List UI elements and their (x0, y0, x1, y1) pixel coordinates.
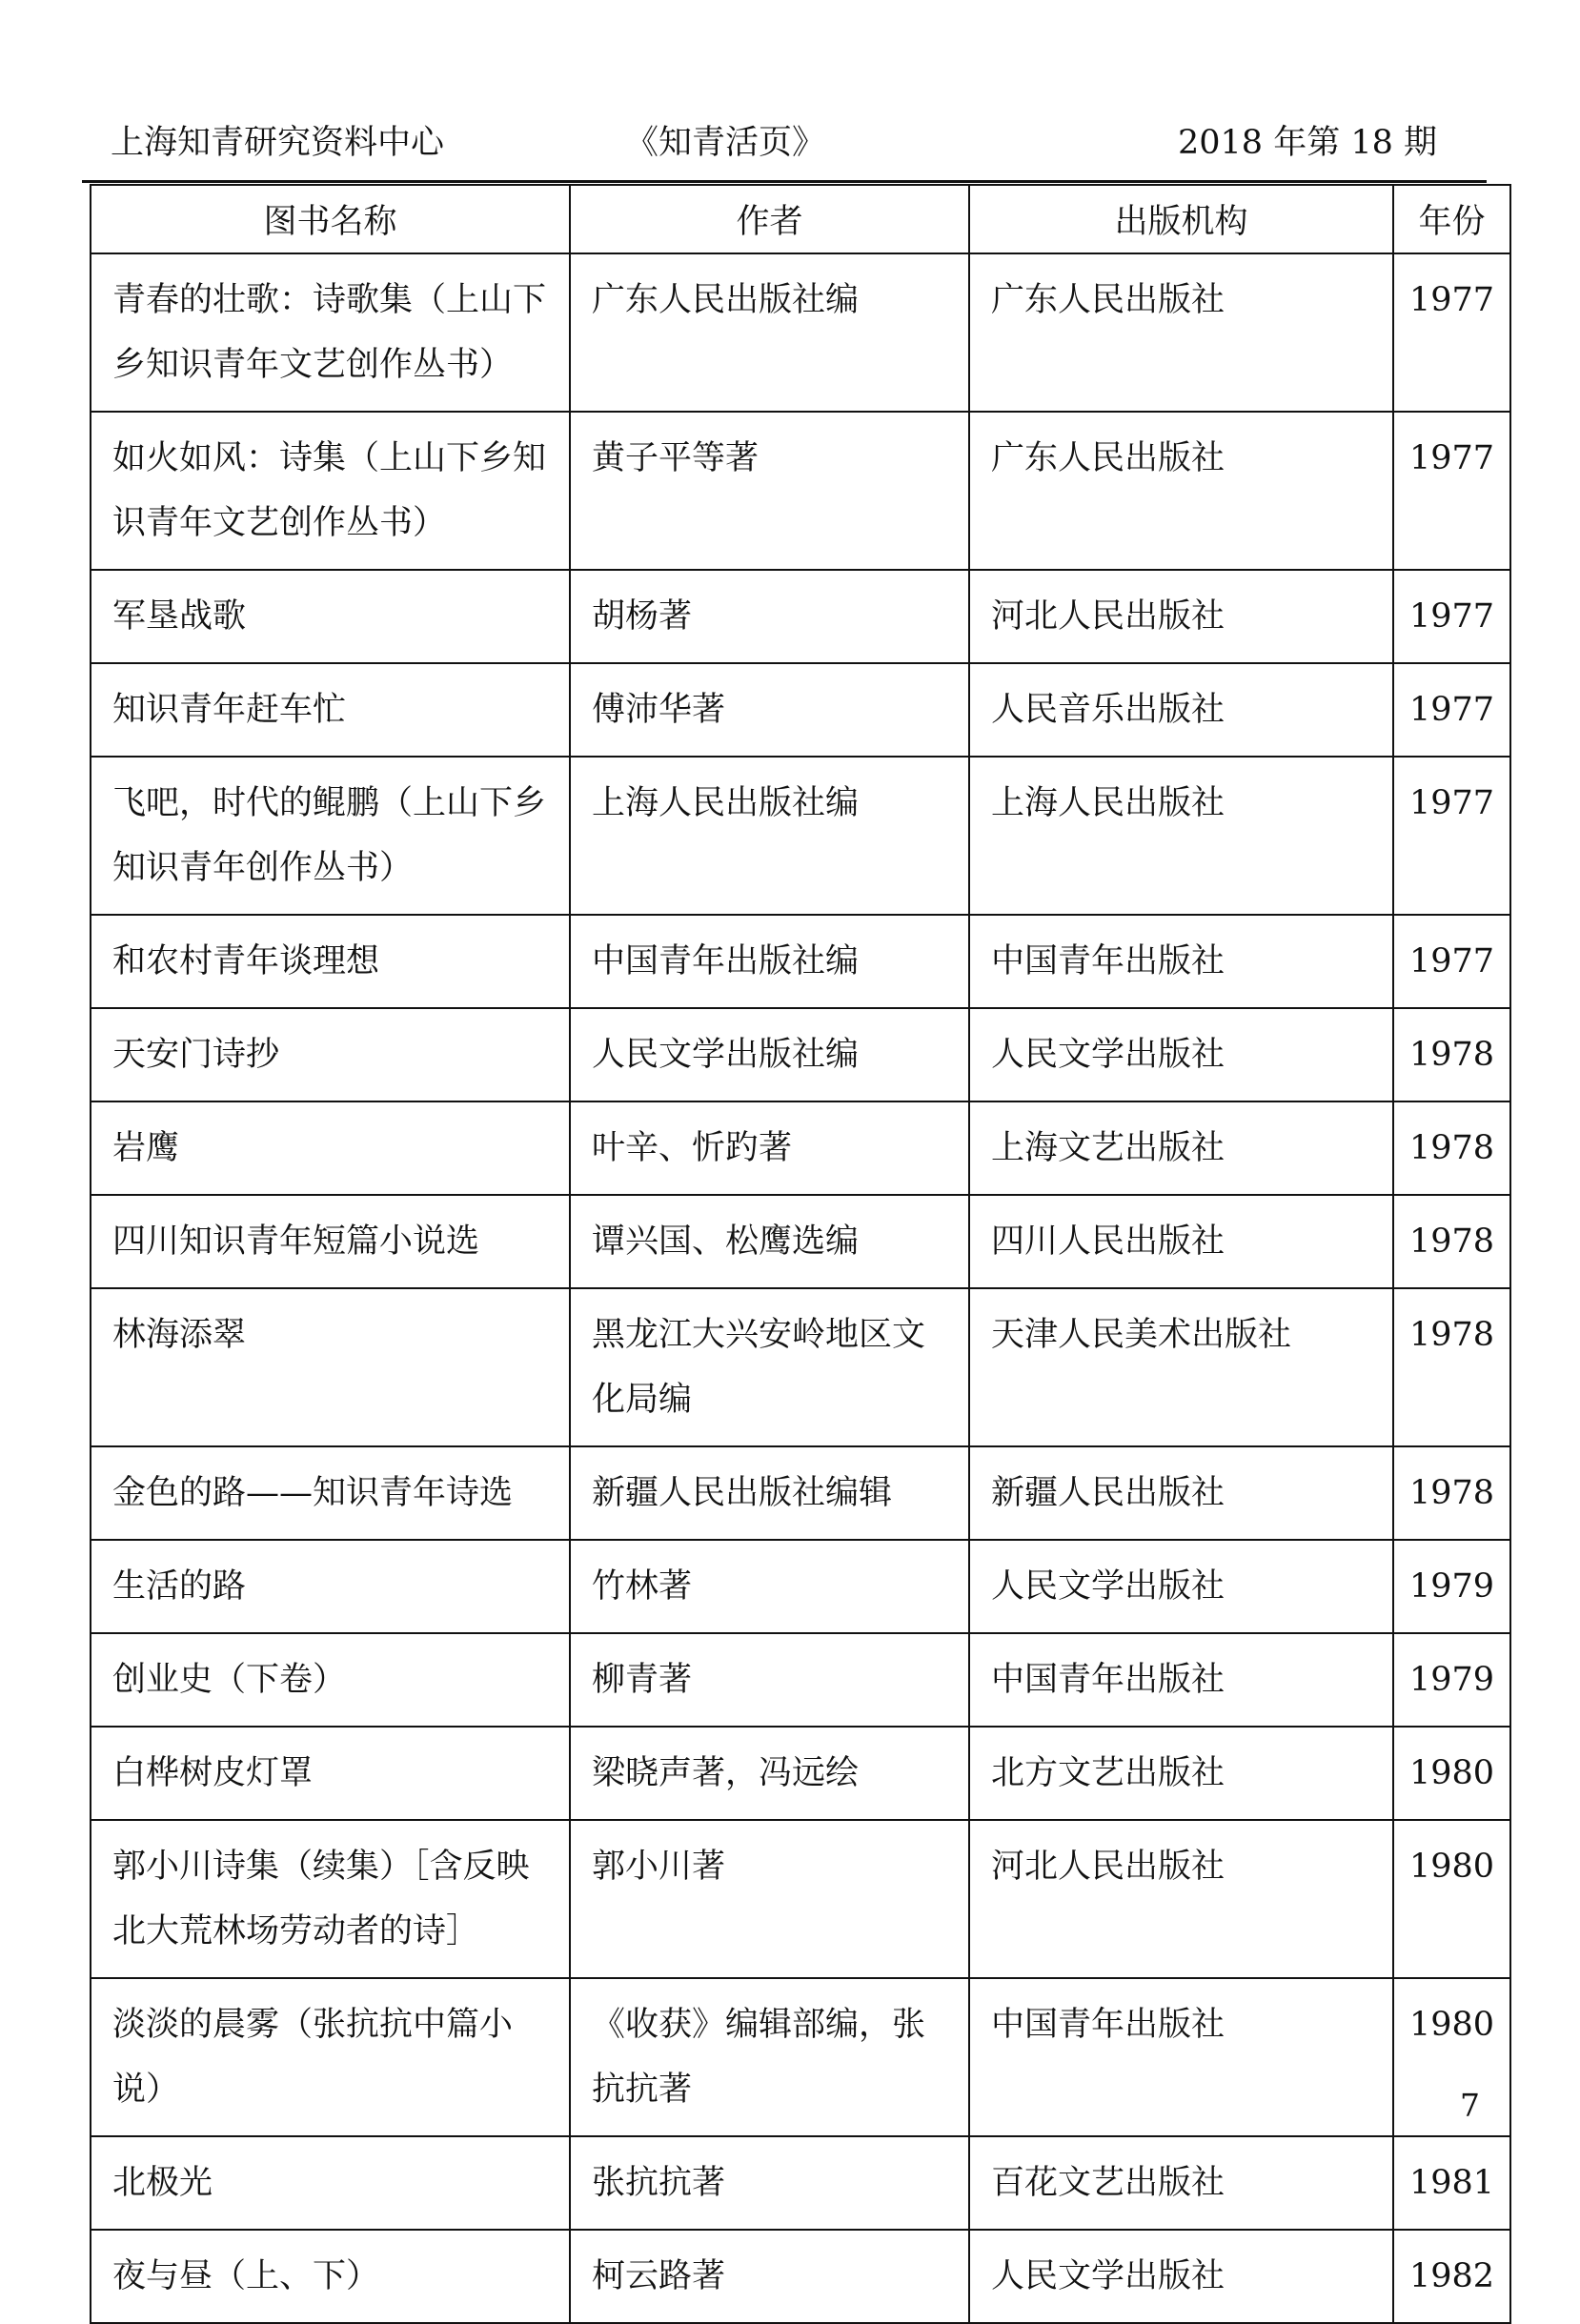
book-title: 生活的路 (91, 1540, 570, 1633)
book-author: 中国青年出版社编 (570, 915, 969, 1008)
header-org: 上海知青研究资料中心 (111, 124, 445, 162)
book-title: 飞吧，时代的鲲鹏（上山下乡知识青年创作丛书） (91, 757, 570, 915)
book-author: 傅沛华著 (570, 663, 969, 757)
book-publisher: 上海文艺出版社 (969, 1101, 1393, 1195)
header-journal: 《知青活页》 (625, 124, 826, 162)
book-title: 创业史（下卷） (91, 1633, 570, 1727)
book-title: 林海添翠 (91, 1288, 570, 1446)
table-row (91, 1633, 1510, 1727)
book-publisher: 人民音乐出版社 (969, 663, 1393, 757)
book-title: 岩鹰 (91, 1101, 570, 1195)
book-title: 军垦战歌 (91, 570, 570, 663)
book-author: 《收获》编辑部编，张抗抗著 (570, 1978, 969, 2136)
book-author: 黄子平等著 (570, 412, 969, 570)
book-author: 张抗抗著 (570, 2136, 969, 2230)
book-title: 如火如风：诗集（上山下乡知识青年文艺创作丛书） (91, 412, 570, 570)
book-author: 人民文学出版社编 (570, 1008, 969, 1101)
book-publisher: 广东人民出版社 (969, 412, 1393, 570)
book-title: 郭小川诗集（续集）［含反映北大荒林场劳动者的诗］ (91, 1820, 570, 1978)
book-publisher: 四川人民出版社 (969, 1195, 1393, 1288)
book-author: 谭兴国、松鹰选编 (570, 1195, 969, 1288)
book-year: 1978 (1393, 1288, 1510, 1446)
book-title: 金色的路——知识青年诗选 (91, 1446, 570, 1540)
book-year: 1977 (1393, 915, 1510, 1008)
book-publisher: 中国青年出版社 (969, 915, 1393, 1008)
table-row (91, 2136, 1510, 2230)
book-author: 新疆人民出版社编辑 (570, 1446, 969, 1540)
book-year: 1977 (1393, 412, 1510, 570)
table-header-row (91, 185, 1510, 253)
book-year: 1977 (1393, 663, 1510, 757)
book-title: 夜与昼（上、下） (91, 2230, 570, 2323)
book-author: 柯云路著 (570, 2230, 969, 2323)
book-author: 叶辛、忻趵著 (570, 1101, 969, 1195)
book-publisher: 人民文学出版社 (969, 1008, 1393, 1101)
book-publisher: 天津人民美术出版社 (969, 1288, 1393, 1446)
header-divider (82, 180, 1487, 183)
table-row (91, 570, 1510, 663)
book-year: 1980 (1393, 1978, 1510, 2136)
book-publisher: 中国青年出版社 (969, 1978, 1393, 2136)
table-row (91, 1446, 1510, 1540)
book-year: 1978 (1393, 1101, 1510, 1195)
table-body (91, 253, 1510, 2323)
book-author: 广东人民出版社编 (570, 253, 969, 412)
table-row (91, 1820, 1510, 1978)
page-number: 7 (1460, 2087, 1480, 2124)
book-author: 胡杨著 (570, 570, 969, 663)
book-publisher: 人民文学出版社 (969, 1540, 1393, 1633)
table-row (91, 1008, 1510, 1101)
book-publisher: 新疆人民出版社 (969, 1446, 1393, 1540)
book-title: 淡淡的晨雾（张抗抗中篇小说） (91, 1978, 570, 2136)
book-table (90, 184, 1511, 2324)
book-author: 柳青著 (570, 1633, 969, 1727)
book-publisher: 人民文学出版社 (969, 2230, 1393, 2323)
book-year: 1979 (1393, 1540, 1510, 1633)
book-year: 1982 (1393, 2230, 1510, 2323)
book-year: 1978 (1393, 1008, 1510, 1101)
table-row (91, 1727, 1510, 1820)
book-publisher: 河北人民出版社 (969, 570, 1393, 663)
book-title: 白桦树皮灯罩 (91, 1727, 570, 1820)
book-year: 1980 (1393, 1820, 1510, 1978)
column-header-author: 作者 (570, 185, 969, 253)
book-author: 上海人民出版社编 (570, 757, 969, 915)
column-header-year: 年份 (1393, 185, 1510, 253)
book-publisher: 上海人民出版社 (969, 757, 1393, 915)
book-year: 1977 (1393, 757, 1510, 915)
column-header-title: 图书名称 (91, 185, 570, 253)
book-year: 1981 (1393, 2136, 1510, 2230)
book-year: 1978 (1393, 1195, 1510, 1288)
book-publisher: 中国青年出版社 (969, 1633, 1393, 1727)
table-row (91, 757, 1510, 915)
book-year: 1977 (1393, 253, 1510, 412)
table-row (91, 2230, 1510, 2323)
column-header-publisher: 出版机构 (969, 185, 1393, 253)
table-row (91, 915, 1510, 1008)
book-year: 1979 (1393, 1633, 1510, 1727)
book-author: 竹林著 (570, 1540, 969, 1633)
book-publisher: 河北人民出版社 (969, 1820, 1393, 1978)
book-publisher: 广东人民出版社 (969, 253, 1393, 412)
table-row (91, 1288, 1510, 1446)
table-row (91, 663, 1510, 757)
book-title: 知识青年赶车忙 (91, 663, 570, 757)
book-title: 和农村青年谈理想 (91, 915, 570, 1008)
book-title: 青春的壮歌：诗歌集（上山下乡知识青年文艺创作丛书） (91, 253, 570, 412)
book-title: 四川知识青年短篇小说选 (91, 1195, 570, 1288)
book-author: 梁晓声著，冯远绘 (570, 1727, 969, 1820)
book-publisher: 百花文艺出版社 (969, 2136, 1393, 2230)
book-author: 郭小川著 (570, 1820, 969, 1978)
book-year: 1977 (1393, 570, 1510, 663)
book-year: 1980 (1393, 1727, 1510, 1820)
table-row (91, 1101, 1510, 1195)
table-row (91, 1195, 1510, 1288)
book-author: 黑龙江大兴安岭地区文化局编 (570, 1288, 969, 1446)
table-row (91, 253, 1510, 412)
book-title: 北极光 (91, 2136, 570, 2230)
page-header (111, 122, 1437, 164)
table-row (91, 1540, 1510, 1633)
table-row (91, 412, 1510, 570)
book-publisher: 北方文艺出版社 (969, 1727, 1393, 1820)
header-issue: 2018 年第 18 期 (1178, 124, 1437, 162)
book-year: 1978 (1393, 1446, 1510, 1540)
book-title: 天安门诗抄 (91, 1008, 570, 1101)
table-row (91, 1978, 1510, 2136)
